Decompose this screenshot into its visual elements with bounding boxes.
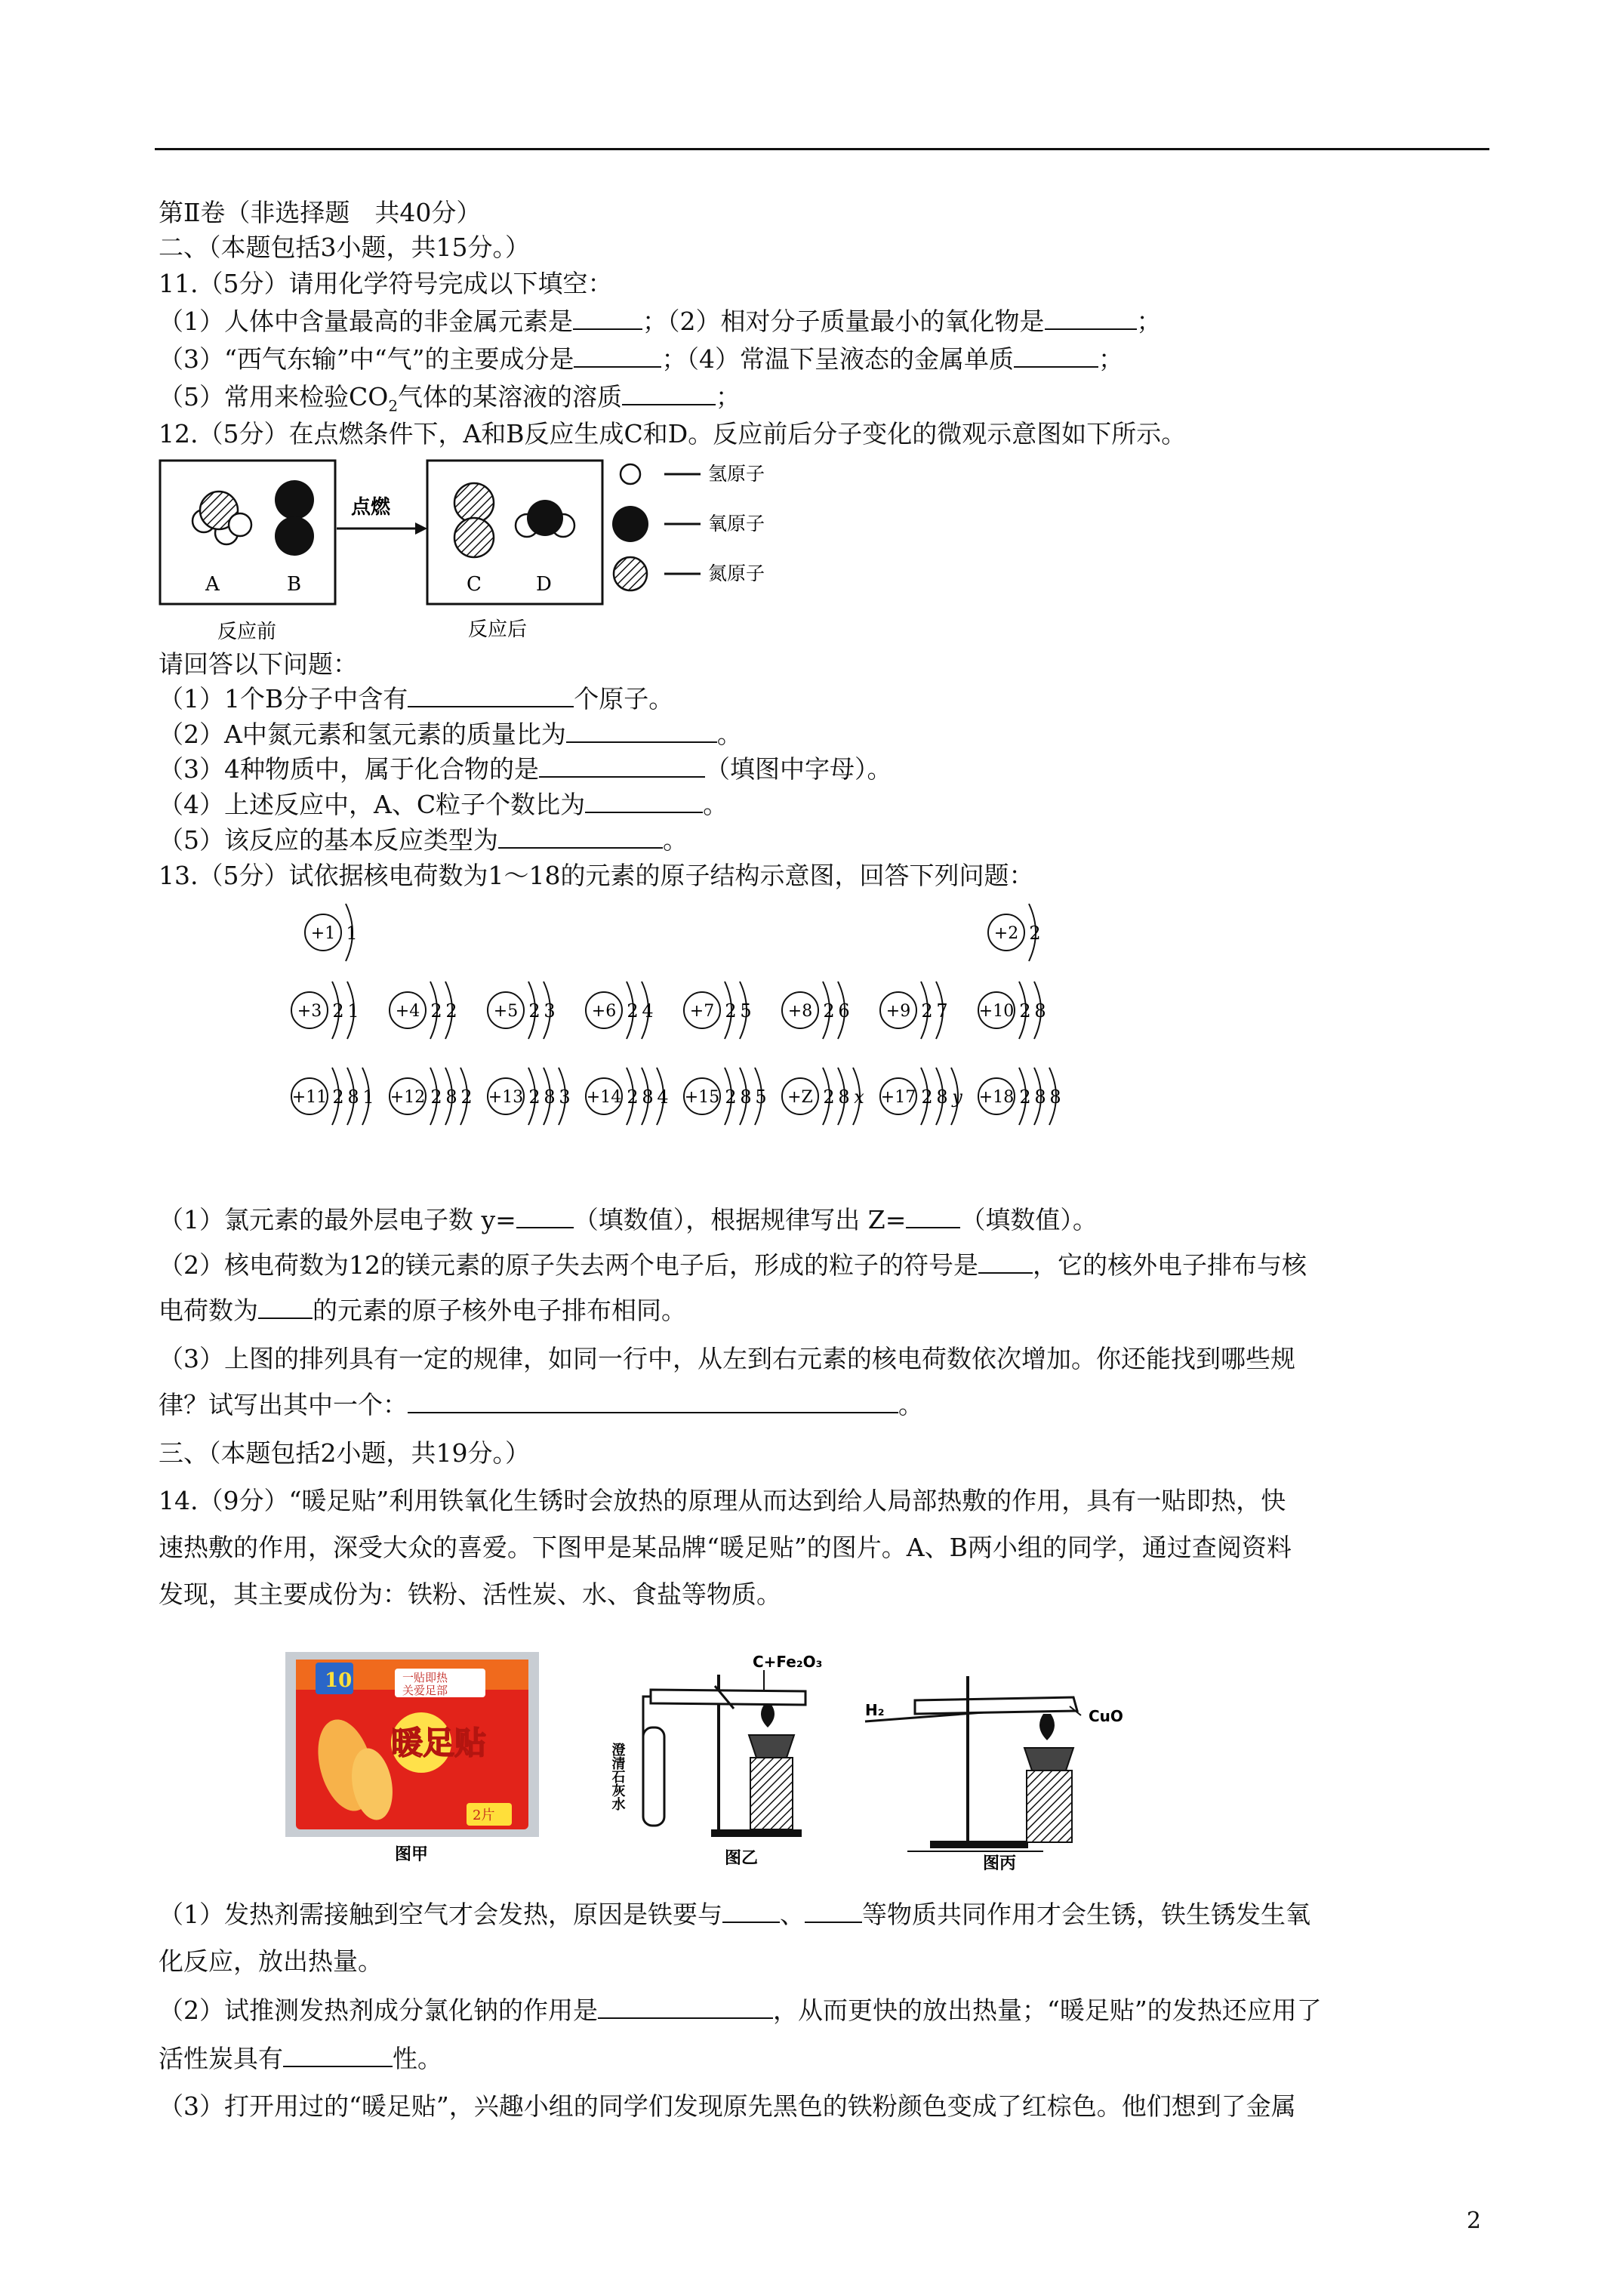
legend-nitrogen: 氮原子 [708, 562, 765, 584]
electron-count: 5 [740, 1000, 752, 1022]
atom-diagram [880, 982, 948, 1039]
label-D: D [536, 573, 552, 596]
q11-line3: （5）常用来检验$CO_2$气体的某溶液的溶质 ； [159, 382, 741, 415]
label-h2: H₂ [865, 1701, 885, 1719]
electron-count: 1 [362, 1086, 374, 1108]
burner-base [750, 1758, 793, 1829]
reaction-diagram [159, 453, 815, 649]
electron-count: 2 [627, 1086, 639, 1108]
answer-blank[interactable] [408, 683, 574, 707]
atom-diagram [880, 1068, 962, 1125]
answer-blank[interactable] [722, 1899, 780, 1923]
electron-count: x [854, 1086, 864, 1108]
svg-text:一贴即热: 一贴即热 [402, 1671, 448, 1684]
atom-diagram [291, 982, 359, 1039]
electron-count: 8 [445, 1086, 457, 1108]
electron-count: 2 [921, 1000, 933, 1022]
figure-bing [862, 1661, 1164, 1872]
answer-blank[interactable] [1045, 306, 1137, 330]
electron-count: 1 [347, 1000, 359, 1022]
answer-blank[interactable] [585, 789, 703, 813]
legend-nitrogen-icon [614, 557, 647, 590]
svg-text:2片: 2片 [473, 1808, 495, 1823]
limewater-tube [643, 1727, 664, 1826]
answer-blank[interactable] [805, 1899, 862, 1923]
atom-diagram [586, 982, 654, 1039]
figure-yi [609, 1644, 877, 1871]
nucleus-charge: +15 [684, 1088, 720, 1107]
answer-blank[interactable] [1014, 344, 1098, 368]
electron-count: 2 [921, 1086, 933, 1108]
atom-diagram [488, 1068, 571, 1125]
answer-blank[interactable] [498, 824, 663, 849]
nucleus-charge: +7 [689, 1002, 715, 1021]
svg-text:暖足贴: 暖足贴 [391, 1724, 487, 1761]
nitrogen-atom [454, 518, 494, 557]
electron-count: 8 [347, 1086, 359, 1108]
svg-text:10: 10 [325, 1669, 353, 1692]
nucleus-charge: +6 [591, 1002, 617, 1021]
q14-s3: （3）打开用过的“暖足贴”，兴趣小组的同学们发现原先黑色的铁粉颜色变成了红棕色。他们想到了金属 [159, 2091, 1296, 2121]
answer-blank[interactable] [906, 1204, 960, 1228]
electron-count: y [952, 1086, 962, 1108]
answer-blank[interactable] [408, 1389, 898, 1413]
q14-p2: 速热敷的作用，深受大众的喜爱。下图甲是某品牌“暖足贴”的图片。A、B两小组的同学，通过查阅资料 [159, 1533, 1292, 1562]
q11-line1: （1）人体中含量最高的非金属元素是 ；（2）相对分子质量最小的氧化物是 ； [159, 307, 1162, 336]
electron-count: 8 [642, 1086, 654, 1108]
nucleus-charge: +18 [978, 1088, 1015, 1107]
part3-header: 三、（本题包括2小题，共19分。） [159, 1438, 530, 1468]
atom-diagram [782, 1068, 864, 1125]
electron-count: 8 [1049, 1086, 1061, 1108]
hydrogen-atom [229, 513, 251, 536]
q12-title: 12.（5分）在点燃条件下，A和B反应生成C和D。反应前后分子变化的微观示意图如下所示。 [159, 419, 1187, 448]
legend-oxygen-icon [612, 506, 648, 542]
svg-text:关爱足部: 关爱足部 [402, 1684, 448, 1697]
label-c-fe2o3: C+Fe₂O₃ [753, 1653, 823, 1671]
atom-diagram [782, 982, 850, 1039]
electron-count: 8 [1034, 1086, 1046, 1108]
electron-count: 6 [838, 1000, 850, 1022]
atom-diagram [291, 1068, 374, 1125]
electron-count: 4 [642, 1000, 654, 1022]
electron-count: 2 [1019, 1000, 1031, 1022]
nucleus-charge: +5 [493, 1002, 519, 1021]
electron-count: 2 [1019, 1086, 1031, 1108]
electron-count: 2 [1029, 923, 1041, 944]
q13-s3-cont: 律？试写出其中一个： 。 [159, 1390, 923, 1419]
atom-diagram [305, 904, 358, 961]
atom-diagram [586, 1068, 669, 1125]
nucleus-charge: +11 [291, 1088, 328, 1107]
atom-diagram [978, 982, 1046, 1039]
label-C: C [467, 573, 482, 596]
nucleus-charge: +1 [310, 924, 336, 943]
legend-oxygen: 氧原子 [708, 513, 765, 535]
nucleus-charge: +4 [395, 1002, 420, 1021]
label-A: A [205, 573, 220, 596]
nucleus-charge: +14 [586, 1088, 622, 1107]
q11-title: 11.（5分）请用化学符号完成以下填空： [159, 269, 613, 298]
q14-s1-cont: 化反应，放出热量。 [159, 1946, 383, 1976]
flame-icon [1039, 1714, 1055, 1740]
page-number: 2 [1466, 2208, 1481, 2234]
answer-blank[interactable] [283, 2043, 393, 2067]
nucleus-charge: +8 [787, 1002, 813, 1021]
legend-hydrogen-icon [621, 464, 640, 484]
burner-base [1027, 1771, 1072, 1842]
atom-diagram [988, 904, 1041, 961]
atom-diagram [488, 982, 556, 1039]
electron-count: 2 [430, 1086, 442, 1108]
arrow-head [415, 522, 427, 535]
electron-count: 7 [936, 1000, 948, 1022]
electron-count: 2 [528, 1086, 540, 1108]
answer-blank[interactable] [622, 381, 716, 405]
electron-count: 8 [740, 1086, 752, 1108]
electron-count: 2 [725, 1086, 737, 1108]
electron-count: 8 [1034, 1000, 1046, 1022]
answer-blank[interactable] [978, 1250, 1033, 1274]
nucleus-charge: +13 [488, 1088, 524, 1107]
answer-blank[interactable] [516, 1204, 574, 1228]
q13-title: 13.（5分）试依据核电荷数为1～18的元素的原子结构示意图，回答下列问题： [159, 861, 1034, 890]
atom-diagram [390, 1068, 473, 1125]
electron-count: 2 [823, 1086, 835, 1108]
caption-yi: 图乙 [725, 1849, 759, 1868]
section-header: 第Ⅱ卷（非选择题 共40分） [159, 198, 482, 227]
atom-diagram [684, 982, 752, 1039]
atom-diagram [684, 1068, 767, 1125]
atom-diagram [390, 982, 457, 1039]
q13-s2-cont: 电荷数为 的元素的原子核外电子排布相同。 [159, 1296, 686, 1325]
figure-jia [285, 1652, 542, 1863]
q13-s3: （3）上图的排列具有一定的规律，如同一行中，从左到右元素的核电荷数依次增加。你还能找到哪些规 [159, 1344, 1295, 1373]
oxygen-atom [275, 516, 314, 556]
nucleus-charge: +9 [885, 1002, 911, 1021]
answer-blank[interactable] [573, 306, 642, 330]
burner [749, 1735, 794, 1758]
electron-count: 4 [657, 1086, 669, 1108]
q12-s1: （1）1个B分子中含有 个原子。 [159, 684, 674, 713]
nucleus-charge: +Z [787, 1088, 813, 1107]
nucleus-charge: +2 [993, 924, 1019, 943]
electron-count: 3 [544, 1000, 556, 1022]
atom-diagram [978, 1068, 1061, 1125]
label-cuo: CuO [1089, 1707, 1123, 1725]
electron-count: 5 [755, 1086, 767, 1108]
oxygen-atom [527, 500, 563, 536]
q12-s3: （3）4种物质中，属于化合物的是 （填图中字母）。 [159, 754, 892, 784]
electron-count: 2 [528, 1000, 540, 1022]
electron-count: 2 [725, 1000, 737, 1022]
caption-after: 反应后 [468, 618, 528, 641]
electron-count: 2 [445, 1000, 457, 1022]
q14-p1: 14.（9分）“暖足贴”利用铁氧化生锈时会放热的原理从而达到给人局部热敷的作用，具有一贴即热，快 [159, 1486, 1286, 1515]
label-limewater: 澄清石灰水 [609, 1743, 626, 1811]
electron-count: 8 [936, 1086, 948, 1108]
answer-blank[interactable] [539, 754, 705, 778]
flame-icon [761, 1705, 775, 1727]
atomic-structure-chart [272, 898, 1072, 1163]
electron-count: 2 [332, 1086, 344, 1108]
label-B: B [287, 573, 302, 596]
part2-header: 二、（本题包括3小题，共15分。） [159, 233, 530, 262]
q14-s2-cont: 活性炭具有 性。 [159, 2044, 442, 2073]
caption-jia: 图甲 [395, 1845, 429, 1864]
electron-count: 8 [544, 1086, 556, 1108]
answer-blank[interactable] [574, 344, 661, 368]
oxygen-atom [275, 480, 314, 519]
caption-before: 反应前 [217, 621, 277, 643]
q12-s2: （2）A中氮元素和氢元素的质量比为 。 [159, 720, 742, 749]
q12-s4: （4）上述反应中，A、C粒子个数比为 。 [159, 790, 728, 819]
q11-line2: （3）“西气东输”中“气”的主要成分是 ；（4）常温下呈液态的金属单质 ； [159, 344, 1123, 374]
nucleus-charge: +12 [390, 1088, 426, 1107]
electron-count: 1 [346, 923, 358, 944]
caption-bing: 图丙 [983, 1854, 1017, 1873]
q12-prompt: 请回答以下问题： [159, 649, 358, 679]
electron-count: 8 [838, 1086, 850, 1108]
q13-s1: （1）氯元素的最外层电子数 y= （填数值），根据规律写出 Z= （填数值）。 [159, 1205, 1098, 1234]
answer-blank[interactable] [566, 719, 717, 743]
electron-count: 2 [430, 1000, 442, 1022]
q14-p3: 发现，其主要成份为：铁粉、活性炭、水、食盐等物质。 [159, 1579, 781, 1609]
reaction-tube [915, 1697, 1077, 1714]
nucleus-charge: +10 [978, 1002, 1015, 1021]
header-rule [155, 148, 1489, 150]
electron-count: 2 [627, 1000, 639, 1022]
q14-s1: （1）发热剂需接触到空气才会发热，原因是铁要与 、 等物质共同作用才会生锈，铁生锈发生氧 [159, 1900, 1310, 1929]
nitrogen-atom [454, 483, 494, 522]
q12-s5: （5）该反应的基本反应类型为 。 [159, 825, 688, 855]
answer-blank[interactable] [598, 1995, 773, 2019]
nucleus-charge: +17 [880, 1088, 916, 1107]
after-box [427, 461, 602, 604]
burner [1024, 1748, 1073, 1771]
electron-count: 3 [559, 1086, 571, 1108]
q14-s2: （2）试推测发热剂成分氯化钠的作用是 ，从而更快的放出热量；“暖足贴”的发热还应用了 [159, 1996, 1322, 2025]
legend-hydrogen: 氢原子 [708, 463, 765, 485]
electron-count: 2 [332, 1000, 344, 1022]
electron-count: 2 [460, 1086, 473, 1108]
arrow-label: 点燃 [351, 496, 391, 519]
answer-blank[interactable] [258, 1295, 313, 1319]
nucleus-charge: +3 [297, 1002, 322, 1021]
electron-count: 2 [823, 1000, 835, 1022]
q13-s2: （2）核电荷数为12的镁元素的原子失去两个电子后，形成的粒子的符号是 ，它的核外电子排布与核 [159, 1250, 1307, 1280]
